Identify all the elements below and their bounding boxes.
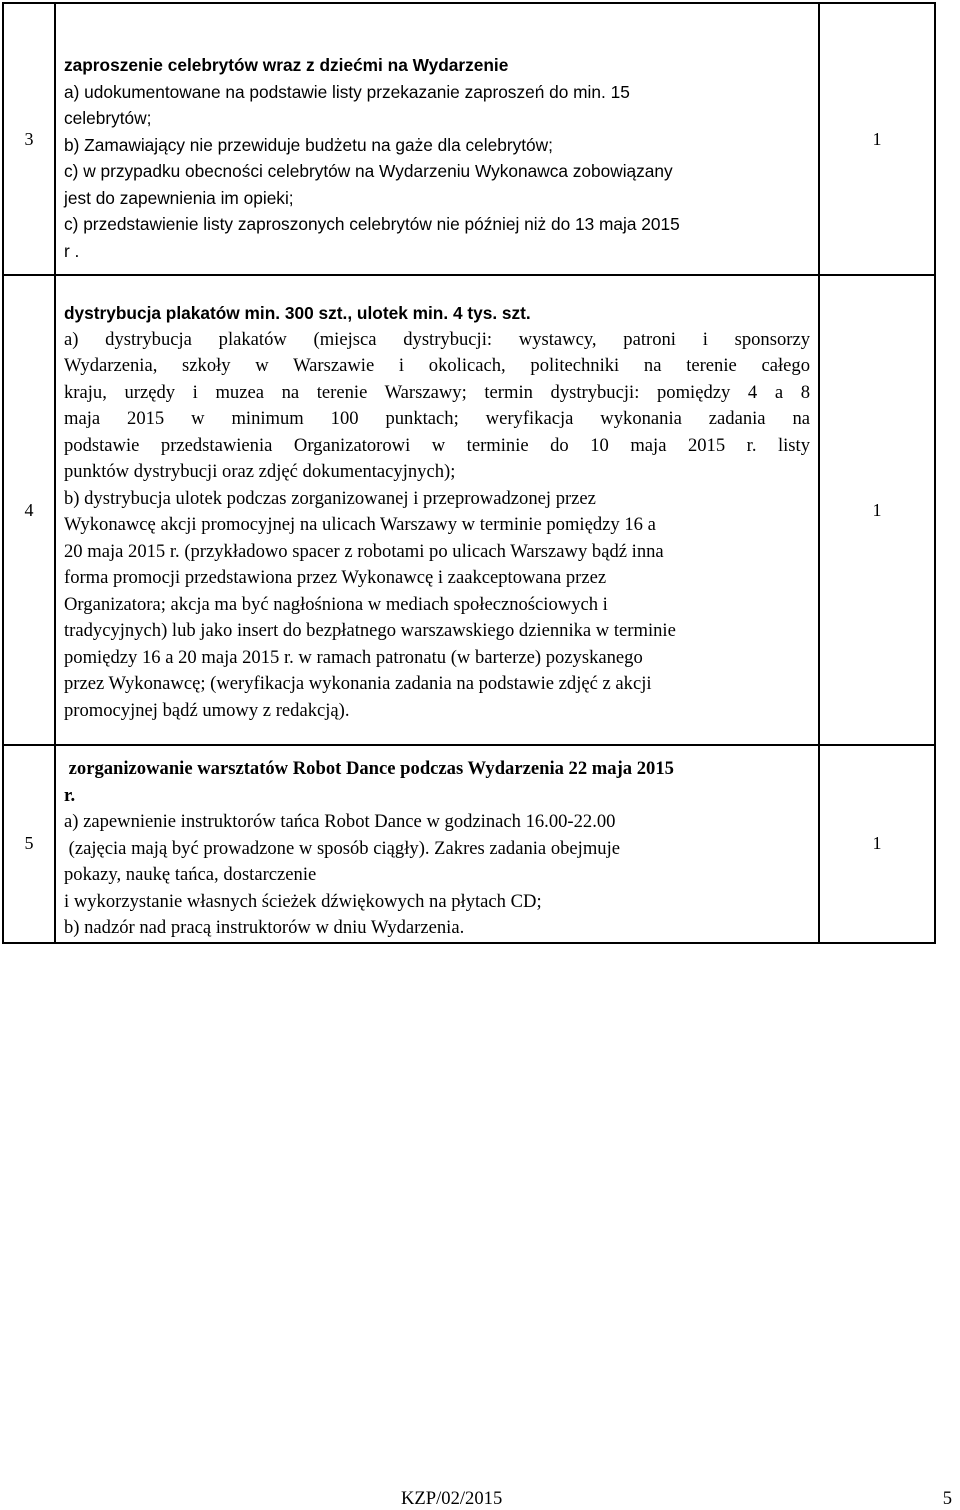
description-line: punktów dystrybucji oraz zdjęć dokumentacyjnych); [64,461,456,482]
row-description [55,3,819,275]
row-number: 3 [3,3,55,275]
description-line: Wydarzenia, szkoły w Warszawie i okolicach, politechniki na terenie całego [64,355,810,376]
row-number: 4 [3,275,55,745]
row-title-continued: r. [64,784,76,806]
row-number: 5 [3,745,55,943]
row-title: dystrybucja plakatów min. 300 szt., ulotek min. 4 tys. szt. [64,303,531,323]
description-line: c) w przypadku obecności celebrytów na Wydarzeniu Wykonawca zobowiązany [64,161,673,181]
specification-table [2,2,936,944]
description-line: Organizatora; akcja ma być nagłośniona w mediach społecznościowych i [64,593,608,615]
description-line: c) przedstawienie listy zaproszonych celebrytów nie później niż do 13 maja 2015 [64,214,680,234]
table-row [3,3,935,275]
description-line: i wykorzystanie własnych ścieżek dźwiękowych na płytach CD; [64,890,542,912]
description-line: kraju, urzędy i muzea na terenie Warszawy; termin dystrybucji: pomiędzy 4 a 8 [64,381,810,403]
description-line: b) dystrybucja ulotek podczas zorganizowanej i przeprowadzonej przez [64,487,596,509]
description-line: Wykonawcę akcji promocyjnej na ulicach Warszawy w terminie pomiędzy 16 a [64,514,656,535]
description-line: (zajęcia mają być prowadzone w sposób ciągły). Zakres zadania obejmuje [64,837,621,859]
row-description [55,275,819,745]
description-line: pomiędzy 16 a 20 maja 2015 r. w ramach patronatu (w barterze) pozyskanego [64,646,643,668]
description-line: a) dystrybucja plakatów (miejsca dystrybucji: wystawcy, patroni i sponsorzy [64,328,810,350]
description-line: promocyjnej bądź umowy z redakcją). [64,699,350,721]
page-number: 5 [942,1488,952,1509]
description-line: podstawie przedstawienia Organizatorowi w terminie do 10 maja 2015 r. listy [64,434,810,456]
row-quantity: 1 [819,745,935,943]
description-line: forma promocji przedstawiona przez Wykonawcę i zaakceptowana przez [64,567,607,588]
row-quantity: 1 [819,275,935,745]
description-line: b) nadzór nad pracą instruktorów w dniu Wydarzenia. [64,917,465,938]
description-line: przez Wykonawcę; (weryfikacja wykonania zadania na podstawie zdjęć z akcji [64,673,652,694]
description-line: r . [64,240,80,261]
table-row [3,275,935,745]
description-line: tradycyjnych) lub jako insert do bezpłatnego warszawskiego dziennika w terminie [64,620,676,641]
row-quantity: 1 [819,3,935,275]
description-line: maja 2015 w minimum 100 punktach; weryfikacja wykonania zadania na [64,408,810,429]
document-code: KZP/02/2015 [401,1488,503,1509]
table-row [3,745,935,943]
description-line: jest do zapewnienia im opieki; [64,187,294,208]
row-title: zorganizowanie warsztatów Robot Dance podczas Wydarzenia 22 maja 2015 [64,758,674,779]
description-line: a) udokumentowane na podstawie listy przekazanie zaproszeń do min. 15 [64,81,630,102]
description-line: 20 maja 2015 r. (przykładowo spacer z robotami po ulicach Warszawy bądź inna [64,540,664,562]
row-description [55,745,819,943]
description-line: a) zapewnienie instruktorów tańca Robot Dance w godzinach 16.00-22.00 [64,811,616,832]
description-line: celebrytów; [64,108,152,128]
description-line: pokazy, naukę tańca, dostarczenie [64,864,317,885]
row-title: zaproszenie celebrytów wraz z dziećmi na Wydarzenie [64,55,509,75]
description-line: b) Zamawiający nie przewiduje budżetu na gaże dla celebrytów; [64,134,553,155]
